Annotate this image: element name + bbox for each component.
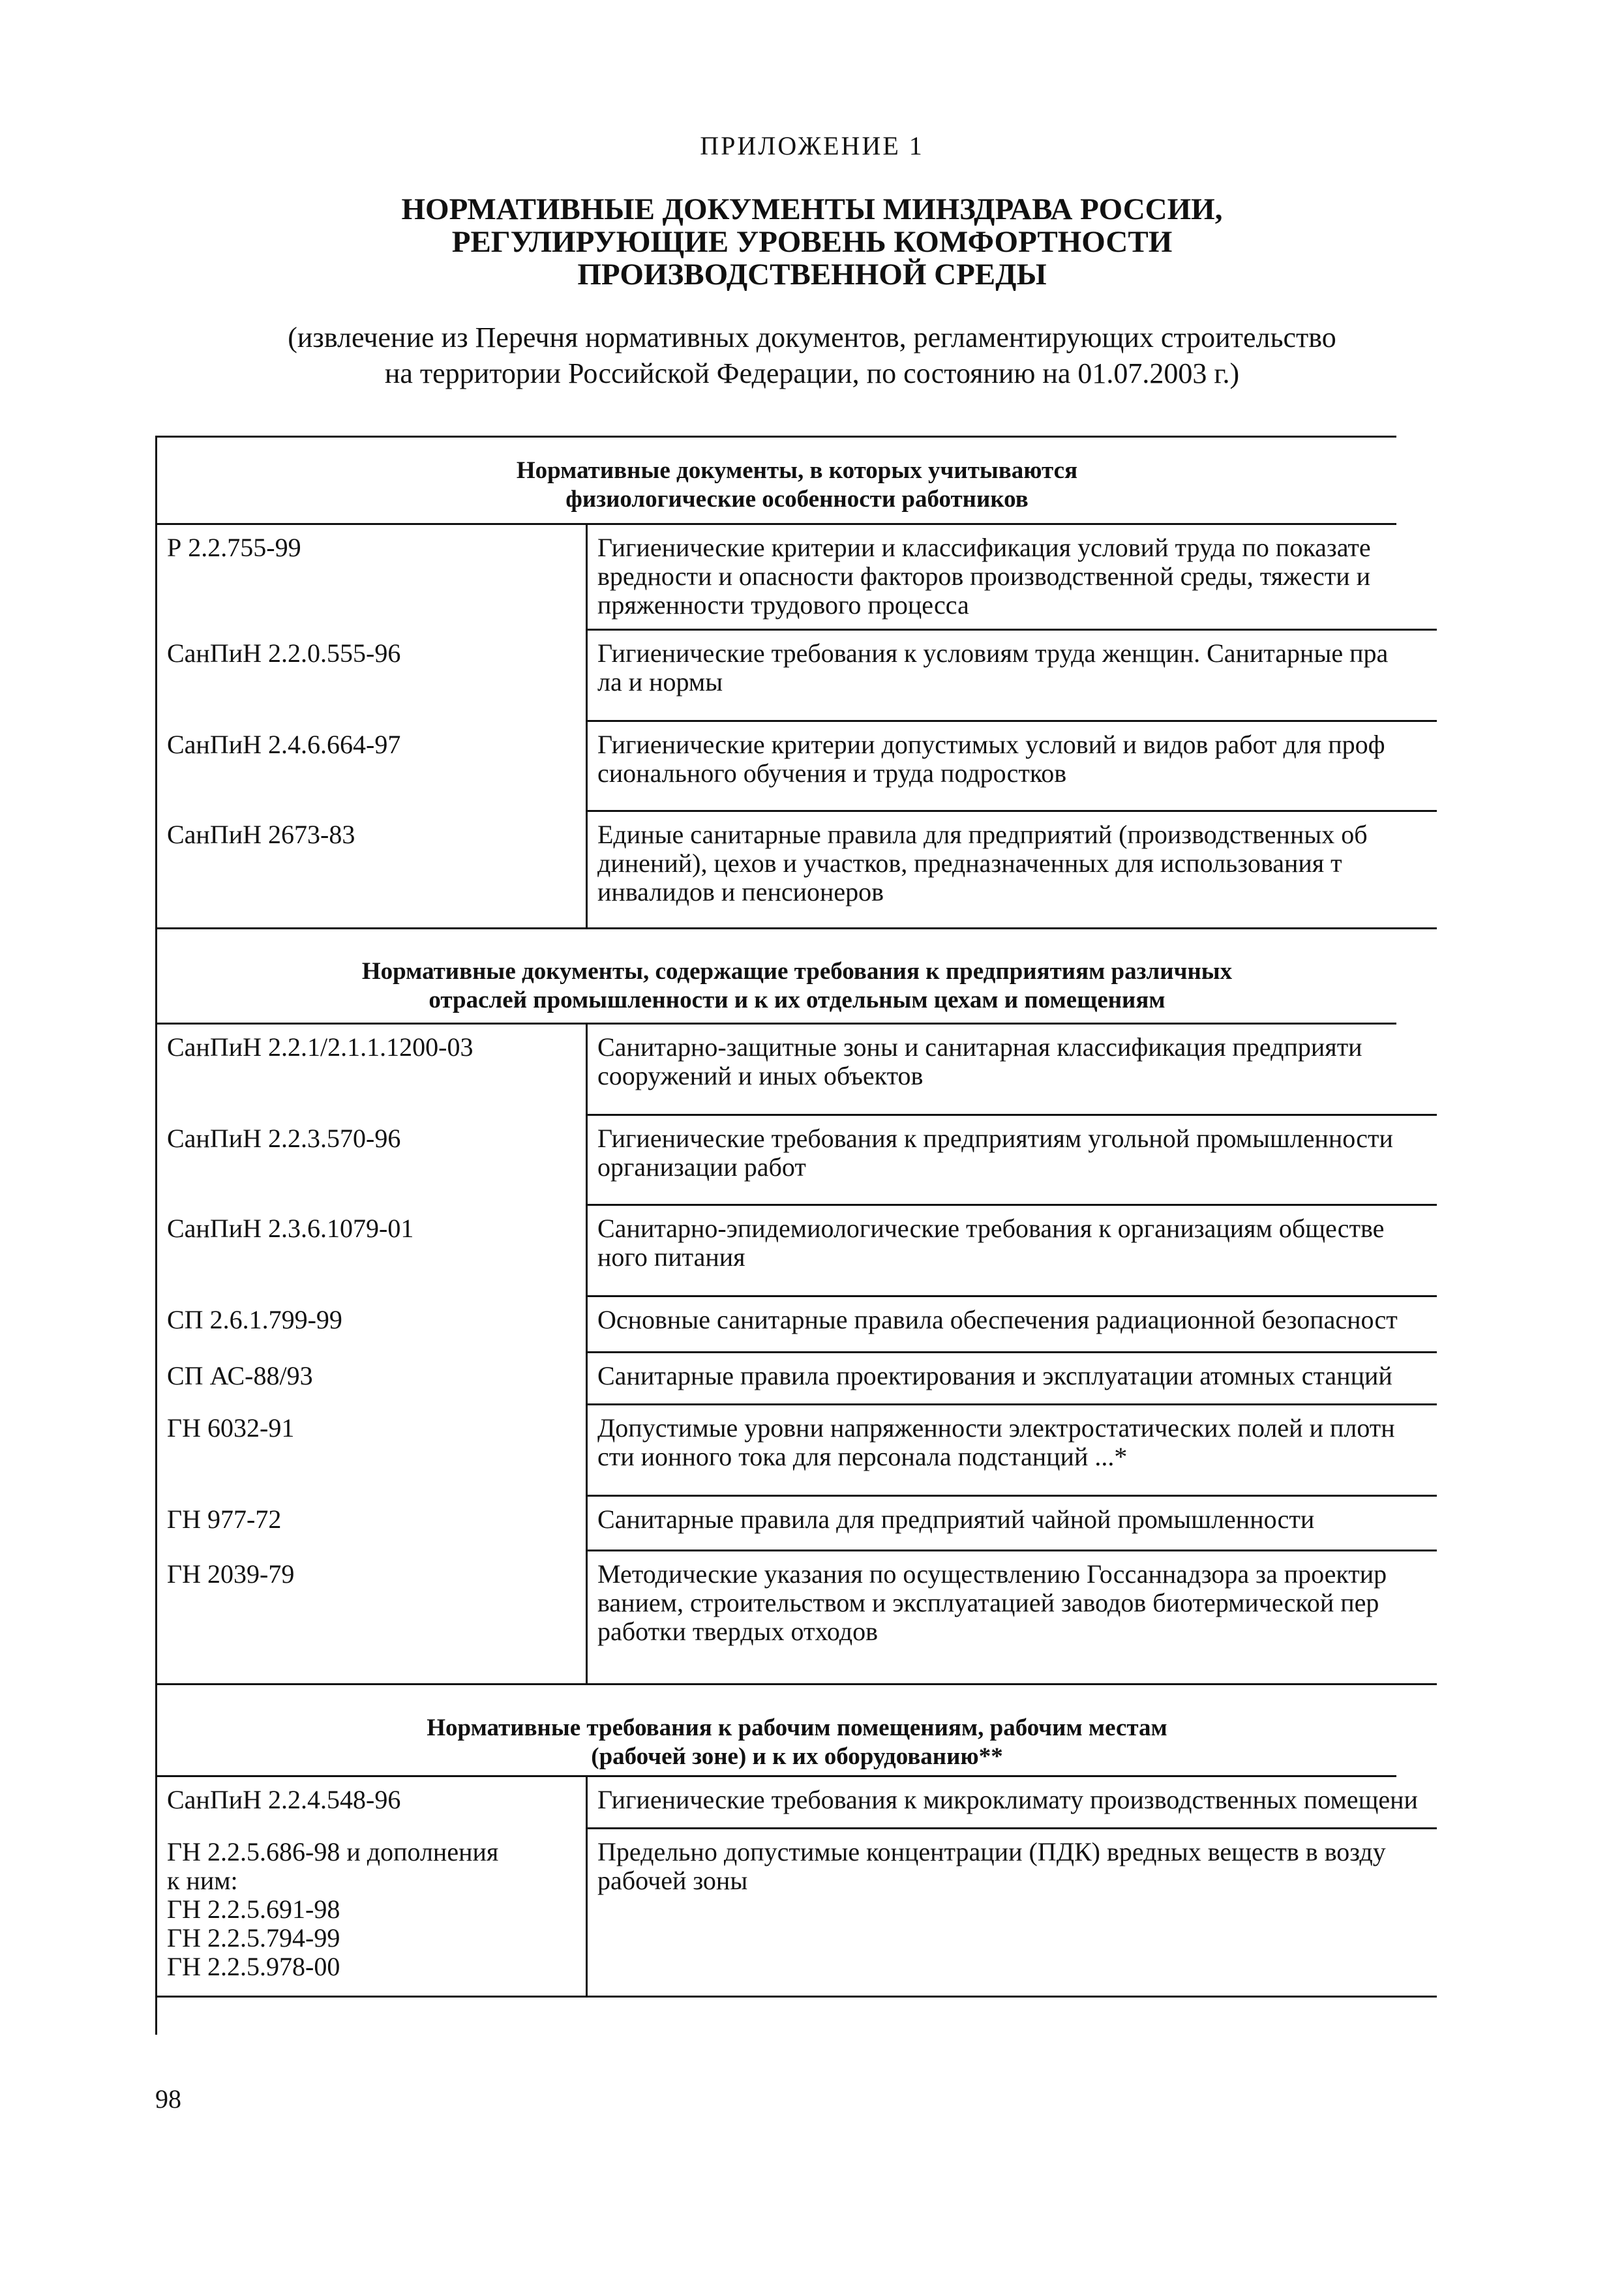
table-row	[157, 1838, 1437, 2006]
row-divider	[586, 1351, 1437, 1353]
document-code	[167, 639, 571, 668]
document-code	[167, 1560, 571, 1589]
row-divider	[586, 1495, 1437, 1497]
document-description	[597, 730, 1437, 788]
document-description-line: инвалидов и пенсионеров	[597, 877, 884, 906]
section-heading	[157, 1714, 1437, 1771]
table-row	[157, 1362, 1437, 1414]
document-code-line: СанПиН 2.3.6.1079-01	[167, 1214, 414, 1243]
table-row	[157, 1786, 1437, 1838]
column-divider	[586, 1295, 588, 1351]
subtitle-line: на территории Российской Федерации, по состоянию на 01.07.2003 г.)	[384, 357, 1240, 389]
row-divider	[157, 1996, 1437, 1998]
document-description-line: Санитарно-защитные зоны и санитарная классификация предприяти	[597, 1033, 1362, 1062]
section-heading	[157, 457, 1437, 514]
document-description-line: сионального обучения и труда подростков	[597, 758, 1067, 788]
document-description-line: сти ионного тока для персонала подстанций ...*	[597, 1442, 1128, 1471]
row-divider	[586, 1295, 1437, 1297]
row-divider	[586, 720, 1437, 722]
row-divider	[586, 1114, 1437, 1116]
document-code-line: СП 2.6.1.799-99	[167, 1305, 342, 1334]
document-code-line: ГН 977-72	[167, 1505, 282, 1534]
column-divider	[586, 1351, 588, 1403]
document-description-line: ного питания	[597, 1242, 745, 1272]
title-line: РЕГУЛИРУЮЩИЕ УРОВЕНЬ КОМФОРТНОСТИ	[451, 225, 1173, 259]
document-code-line: Р 2.2.755-99	[167, 533, 301, 562]
document-description-line: Санитарные правила проектирования и эксплуатации атомных станций	[597, 1362, 1392, 1390]
document-description	[597, 1414, 1437, 1471]
document-description-line: Санитарно-эпидемиологические требования к организациям обществе	[597, 1214, 1385, 1243]
section-heading	[157, 957, 1437, 1015]
document-code	[167, 1124, 571, 1153]
document-code	[167, 1505, 571, 1534]
document-code-line: ГН 2.2.5.978-00	[167, 1952, 340, 1981]
document-description	[597, 1306, 1437, 1334]
column-divider	[586, 629, 588, 720]
document-description	[597, 1214, 1437, 1272]
document-description-line: динений), цехов и участков, предназначенных для использования т	[597, 848, 1342, 878]
column-divider	[586, 720, 588, 810]
title-line: ПРОИЗВОДСТВЕННОЙ СРЕДЫ	[577, 258, 1047, 292]
document-code-line: ГН 2039-79	[167, 1559, 295, 1589]
document-title	[0, 193, 1624, 291]
table-row	[157, 1033, 1437, 1124]
document-description-line: Единые санитарные правила для предприятий (производственных об	[597, 820, 1368, 849]
row-divider	[586, 1204, 1437, 1206]
table-top-border	[157, 436, 1396, 438]
document-code-line: СанПиН 2.2.3.570-96	[167, 1124, 401, 1153]
document-description-line: Основные санитарные правила обеспечения радиационной безопасност	[597, 1306, 1398, 1334]
document-description-line: работки твердых отходов	[597, 1617, 878, 1646]
document-code	[167, 1033, 571, 1062]
column-divider	[586, 523, 588, 629]
document-code-line: СанПиН 2.2.4.548-96	[167, 1785, 401, 1814]
document-code-line: СанПиН 2.2.1/2.1.1.1200-03	[167, 1032, 474, 1062]
document-description-line: Гигиенические требования к микроклимату производственных помещени	[597, 1786, 1418, 1814]
document-code	[167, 1214, 571, 1243]
document-description-line: Гигиенические требования к условиям труда женщин. Санитарные пра	[597, 639, 1389, 668]
row-divider	[586, 1827, 1437, 1829]
document-code	[167, 1306, 571, 1334]
table-row	[157, 1505, 1437, 1560]
document-description-line: ла и нормы	[597, 667, 723, 696]
document-description-line: вредности и опасности факторов производственной среды, тяжести и	[597, 562, 1371, 591]
table-row	[157, 1306, 1437, 1362]
column-divider	[586, 810, 588, 927]
section-heading-line: физиологические особенности работников	[565, 486, 1029, 513]
table-row	[157, 639, 1437, 730]
document-description	[597, 639, 1437, 696]
row-divider	[157, 1023, 1396, 1025]
document-code-line: СП АС-88/93	[167, 1361, 313, 1390]
row-divider	[586, 629, 1437, 631]
column-divider	[586, 1495, 588, 1550]
table-row	[157, 1414, 1437, 1505]
column-divider	[586, 1827, 588, 1996]
column-divider	[586, 1775, 588, 1827]
document-description	[597, 1786, 1437, 1814]
row-divider	[157, 523, 1396, 525]
document-description-line: Допустимые уровни напряженности электростатических полей и плотн	[597, 1414, 1395, 1443]
section-heading-line: (рабочей зоне) и к их оборудованию**	[591, 1743, 1003, 1770]
document-code	[167, 533, 571, 562]
title-line: НОРМАТИВНЫЕ ДОКУМЕНТЫ МИНЗДРАВА РОССИИ,	[401, 192, 1223, 226]
document-code	[167, 1362, 571, 1390]
document-description	[597, 1033, 1437, 1090]
row-divider	[157, 1683, 1437, 1685]
column-divider	[586, 1550, 588, 1683]
document-description-line: рабочей зоны	[597, 1866, 748, 1895]
document-code-line: к ним:	[167, 1866, 238, 1895]
section-heading-line: Нормативные требования к рабочим помещениям, рабочим местам	[427, 1715, 1167, 1741]
column-divider	[586, 1023, 588, 1114]
document-description-line: пряженности трудового процесса	[597, 590, 969, 620]
column-divider	[586, 1114, 588, 1204]
document-code-line: СанПиН 2.2.0.555-96	[167, 638, 401, 668]
section-heading-line: отраслей промышленности и к их отдельным цехам и помещениям	[429, 987, 1165, 1013]
document-description	[597, 820, 1437, 906]
column-divider	[586, 1204, 588, 1295]
document-description	[597, 1505, 1437, 1534]
row-divider	[157, 1775, 1396, 1777]
table-row	[157, 820, 1437, 938]
table-row	[157, 533, 1437, 639]
row-divider	[586, 1403, 1437, 1405]
row-divider	[586, 810, 1437, 812]
document-code-line: ГН 6032-91	[167, 1413, 295, 1443]
document-code	[167, 1786, 571, 1814]
document-code-line: ГН 2.2.5.691-98	[167, 1894, 340, 1924]
document-description-line: сооружений и иных объектов	[597, 1061, 924, 1090]
subtitle-line: (извлечение из Перечня нормативных документов, регламентирующих строительство	[288, 322, 1336, 353]
table-row	[157, 1214, 1437, 1306]
document-description	[597, 1838, 1437, 1895]
document-description	[597, 1124, 1437, 1182]
document-description-line: Гигиенические требования к предприятиям угольной промышленности	[597, 1124, 1393, 1153]
document-description	[597, 1560, 1437, 1646]
document-description-line: организации работ	[597, 1152, 806, 1182]
document-code	[167, 1838, 571, 1981]
table-row	[157, 730, 1437, 820]
document-code	[167, 1414, 571, 1443]
document-description-line: Санитарные правила для предприятий чайной промышленности	[597, 1505, 1315, 1534]
column-divider	[586, 1403, 588, 1495]
document-subtitle	[0, 320, 1624, 391]
document-description-line: Методические указания по осуществлению Госсаннадзора за проектир	[597, 1560, 1387, 1589]
documents-table	[155, 436, 1437, 2035]
section-heading-line: Нормативные документы, в которых учитываются	[516, 457, 1078, 484]
document-code-line: СанПиН 2673-83	[167, 820, 355, 849]
document-description-line: Гигиенические критерии и классификация условий труда по показате	[597, 533, 1371, 562]
page-number: 98	[155, 2084, 181, 2114]
appendix-label: ПРИЛОЖЕНИЕ 1	[700, 131, 924, 160]
document-code-line: СанПиН 2.4.6.664-97	[167, 730, 401, 759]
document-description-line: Гигиенические критерии допустимых условий и видов работ для проф	[597, 730, 1385, 759]
row-divider	[157, 927, 1437, 929]
document-description-line: ванием, строительством и эксплуатацией заводов биотермической пер	[597, 1588, 1379, 1617]
document-description-line: Предельно допустимые концентрации (ПДК) вредных веществ в возду	[597, 1838, 1386, 1866]
table-row	[157, 1124, 1437, 1214]
document-code-line: ГН 2.2.5.794-99	[167, 1923, 340, 1953]
document-code-line: ГН 2.2.5.686-98 и дополнения	[167, 1837, 499, 1866]
document-description	[597, 1362, 1437, 1390]
document-code	[167, 730, 571, 759]
section-heading-line: Нормативные документы, содержащие требования к предприятиям различных	[361, 958, 1233, 985]
document-code	[167, 820, 571, 849]
row-divider	[586, 1550, 1437, 1551]
table-row	[157, 1560, 1437, 1694]
document-description	[597, 533, 1437, 620]
